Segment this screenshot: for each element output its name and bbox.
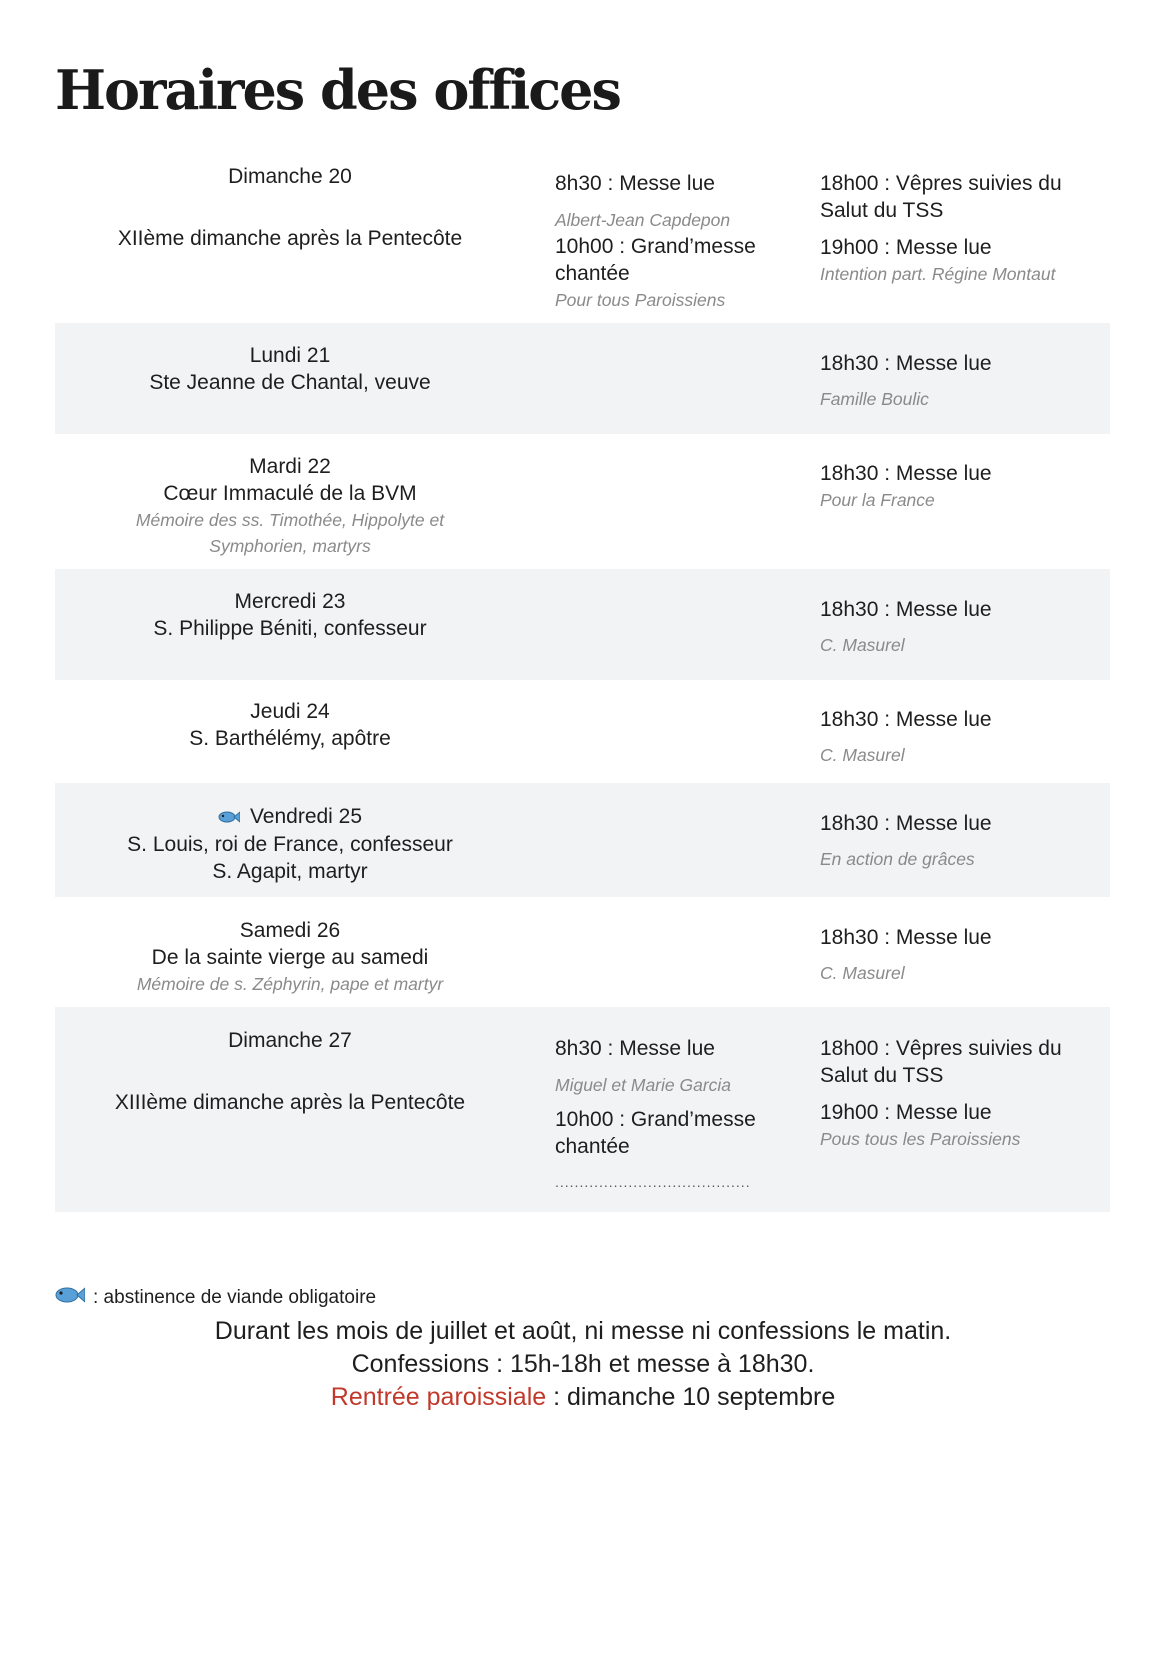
service-time: 18h30 : Messe lue: [820, 926, 992, 949]
service-time: 10h00 : Grand’messe chantée: [555, 235, 756, 285]
table-row: [55, 783, 1110, 897]
service-time: 18h30 : Messe lue: [820, 598, 992, 621]
service-intention: Pous tous les Paroissiens: [820, 1129, 1021, 1149]
day-feast: Cœur Immaculé de la BVM: [163, 482, 417, 505]
table-row: [55, 160, 1110, 323]
service-intention: Pour tous Paroissiens: [555, 290, 726, 310]
evening-services: [820, 460, 1100, 513]
day-feast: De la sainte vierge au samedi: [151, 946, 429, 969]
day-feast: Ste Jeanne de Chantal, veuve: [149, 371, 431, 394]
service-time: 18h30 : Messe lue: [820, 462, 992, 485]
table-row: [55, 434, 1110, 569]
service-time: 18h30 : Messe lue: [820, 352, 992, 375]
evening-services: [820, 170, 1100, 287]
table-row: [55, 680, 1110, 783]
rentree-date: : dimanche 10 septembre: [546, 1383, 836, 1411]
table-row: [55, 1007, 1110, 1212]
service-time: 18h00 : Vêpres suivies du Salut du TSS: [820, 1037, 1062, 1087]
day-date: Dimanche 20: [228, 165, 352, 188]
day-date: Vendredi 25: [249, 805, 363, 828]
day-date: Samedi 26: [239, 919, 341, 942]
evening-services: [820, 596, 1100, 658]
day-date: Lundi 21: [249, 344, 331, 367]
table-row: [55, 323, 1110, 434]
legend-text: : abstinence de viande obligatoire: [93, 1287, 377, 1309]
service-intention: En action de grâces: [820, 849, 975, 869]
day-feast: S. Philippe Béniti, confesseur: [153, 617, 427, 640]
evening-services: [820, 706, 1100, 768]
service-time: 18h30 : Messe lue: [820, 812, 992, 835]
day-feast-secondary: S. Agapit, martyr: [212, 859, 368, 883]
service-intention: Intention part. Régine Montaut: [820, 264, 1056, 284]
service-intention: C. Masurel: [820, 635, 905, 655]
morning-services: [555, 1035, 785, 1192]
service-intention: Famille Boulic: [820, 389, 929, 409]
service-intention: Pour la France: [820, 490, 935, 510]
day-cell: [55, 698, 525, 752]
day-feast: XIIIème dimanche après la Pentecôte: [114, 1091, 466, 1114]
day-cell: [55, 917, 525, 997]
service-time: 8h30 : Messe lue: [555, 172, 715, 195]
day-cell: [55, 803, 525, 885]
day-date: Jeudi 24: [250, 700, 330, 723]
service-time: 18h30 : Messe lue: [820, 708, 992, 731]
fish-icon: [55, 1285, 85, 1311]
table-row: [55, 569, 1110, 680]
service-intention: Miguel et Marie Garcia: [555, 1075, 732, 1095]
service-time: 8h30 : Messe lue: [555, 1037, 715, 1060]
service-intention: C. Masurel: [820, 963, 905, 983]
service-time: 19h00 : Messe lue: [820, 1101, 992, 1124]
day-date: Dimanche 27: [228, 1029, 352, 1052]
day-feast: S. Barthélémy, apôtre: [189, 727, 391, 750]
fish-icon: [218, 804, 240, 831]
evening-services: [820, 1035, 1100, 1152]
day-feast: S. Louis, roi de France, confesseur: [127, 832, 453, 856]
day-feast: XIIème dimanche après la Pentecôte: [117, 227, 463, 250]
page-title: Horaires des offices: [55, 58, 620, 122]
notice-rentree: [0, 1381, 1166, 1414]
day-cell: [55, 342, 525, 396]
service-time: 19h00 : Messe lue: [820, 236, 992, 259]
intention-blank: ........................................: [555, 1174, 751, 1190]
evening-services: [820, 810, 1100, 872]
schedule-table: [55, 160, 1110, 1212]
service-time: 18h00 : Vêpres suivies du Salut du TSS: [820, 172, 1062, 222]
evening-services: [820, 924, 1100, 986]
evening-services: [820, 350, 1100, 412]
morning-services: [555, 170, 785, 313]
day-cell: [55, 453, 525, 559]
service-intention: C. Masurel: [820, 745, 905, 765]
day-memorial: Mémoire des ss. Timothée, Hippolyte et Symphorien, martyrs: [135, 510, 445, 556]
day-date: Mercredi 23: [234, 590, 346, 613]
day-cell: [55, 588, 525, 642]
service-intention: Albert-Jean Capdepon: [555, 210, 731, 230]
table-row: [55, 897, 1110, 1007]
rentree-highlight: Rentrée paroissiale: [330, 1383, 547, 1411]
day-date-line: [55, 803, 525, 831]
legend: [55, 1285, 376, 1311]
service-time: 10h00 : Grand’messe chantée: [555, 1108, 756, 1158]
notice-confessions: Confessions : 15h-18h et messe à 18h30.: [351, 1350, 815, 1378]
day-date: Mardi 22: [249, 455, 331, 478]
notice-summer: Durant les mois de juillet et août, ni messe ni confessions le matin.: [214, 1317, 952, 1345]
day-memorial: Mémoire de s. Zéphyrin, pape et martyr: [136, 974, 444, 994]
